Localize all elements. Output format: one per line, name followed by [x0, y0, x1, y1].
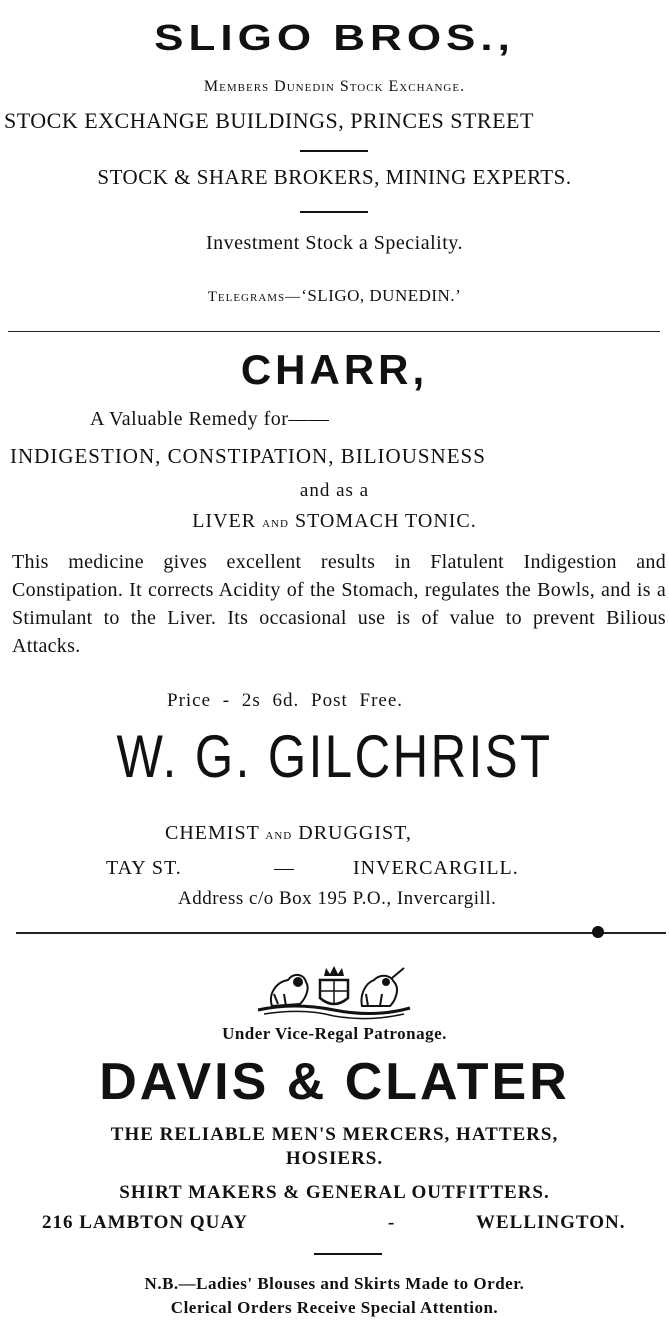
davis-clerical-line: Clerical Orders Receive Special Attention.	[170, 1298, 499, 1317]
sligo-bros-heading: SLIGO BROS.,	[154, 18, 515, 59]
gilchrist-address: Address c/o Box 195 P.O., Invercargill.	[178, 888, 497, 909]
charr-remedy-line: A Valuable Remedy for——	[90, 408, 330, 430]
chemist-and: and	[265, 827, 293, 843]
section-divider	[16, 932, 666, 934]
gilchrist-town: INVERCARGILL.	[353, 857, 519, 879]
davis-town: WELLINGTON.	[476, 1212, 626, 1233]
chemist-line	[165, 822, 412, 845]
davis-outfitters-line: SHIRT MAKERS & GENERAL OUTFITTERS.	[119, 1182, 550, 1203]
charr-description: This medicine gives excellent results in Flatulent Indigestion and Constipation. It corrects Acidity of the Stomach, regulates the Bowls, and is a Stimulant to the Liver. Its occasional use is of value to prevent Bilious Attacks.	[12, 551, 666, 657]
sligo-telegrams-line	[0, 286, 669, 306]
gilchrist-dash: —	[274, 857, 294, 879]
divider-short	[300, 150, 368, 152]
davis-trades-line: THE RELIABLE MEN'S MERCERS, HATTERS,	[110, 1124, 559, 1145]
tonic-liver: LIVER	[192, 510, 257, 532]
davis-hosiers-line: HOSIERS.	[285, 1148, 384, 1169]
chemist-word: CHEMIST	[165, 822, 260, 844]
divider-short	[314, 1253, 382, 1255]
charr-tonic-line	[0, 510, 669, 533]
patronage-line: Under Vice-Regal Patronage.	[222, 1024, 447, 1043]
section-divider	[8, 331, 660, 332]
charr-and-as-line: and as a	[299, 480, 370, 501]
sligo-address-line: STOCK EXCHANGE BUILDINGS, PRINCES STREET	[4, 108, 534, 133]
davis-nb-line: N.B.—Ladies' Blouses and Skirts Made to Order.	[144, 1274, 525, 1293]
royal-crest-icon	[254, 964, 414, 1020]
ornament-dot-icon	[592, 926, 604, 938]
druggist-word: DRUGGIST,	[298, 822, 412, 844]
telegrams-address: ‘SLIGO, DUNEDIN.’	[301, 286, 462, 305]
divider-short	[300, 211, 368, 213]
sligo-members-line: Members Dunedin Stock Exchange.	[203, 78, 466, 95]
sligo-services-line: STOCK & SHARE BROKERS, MINING EXPERTS.	[97, 165, 572, 189]
sligo-investment-line: Investment Stock a Speciality.	[206, 232, 463, 254]
davis-street: 216 LAMBTON QUAY	[42, 1212, 249, 1233]
telegrams-label: Telegrams—	[207, 289, 302, 305]
gilchrist-heading: W. G. GILCHRIST	[116, 723, 553, 790]
tonic-and: and	[262, 515, 289, 531]
davis-clater-heading: DAVIS & CLATER	[99, 1053, 570, 1111]
tonic-stomach: STOMACH TONIC.	[294, 510, 477, 532]
davis-dash: -	[388, 1212, 395, 1233]
charr-price-line: Price - 2s 6d. Post Free.	[167, 690, 404, 711]
gilchrist-street: TAY ST.	[106, 857, 182, 879]
charr-heading: CHARR,	[240, 346, 429, 393]
charr-conditions-line: INDIGESTION, CONSTIPATION, BILIOUSNESS	[10, 444, 486, 468]
